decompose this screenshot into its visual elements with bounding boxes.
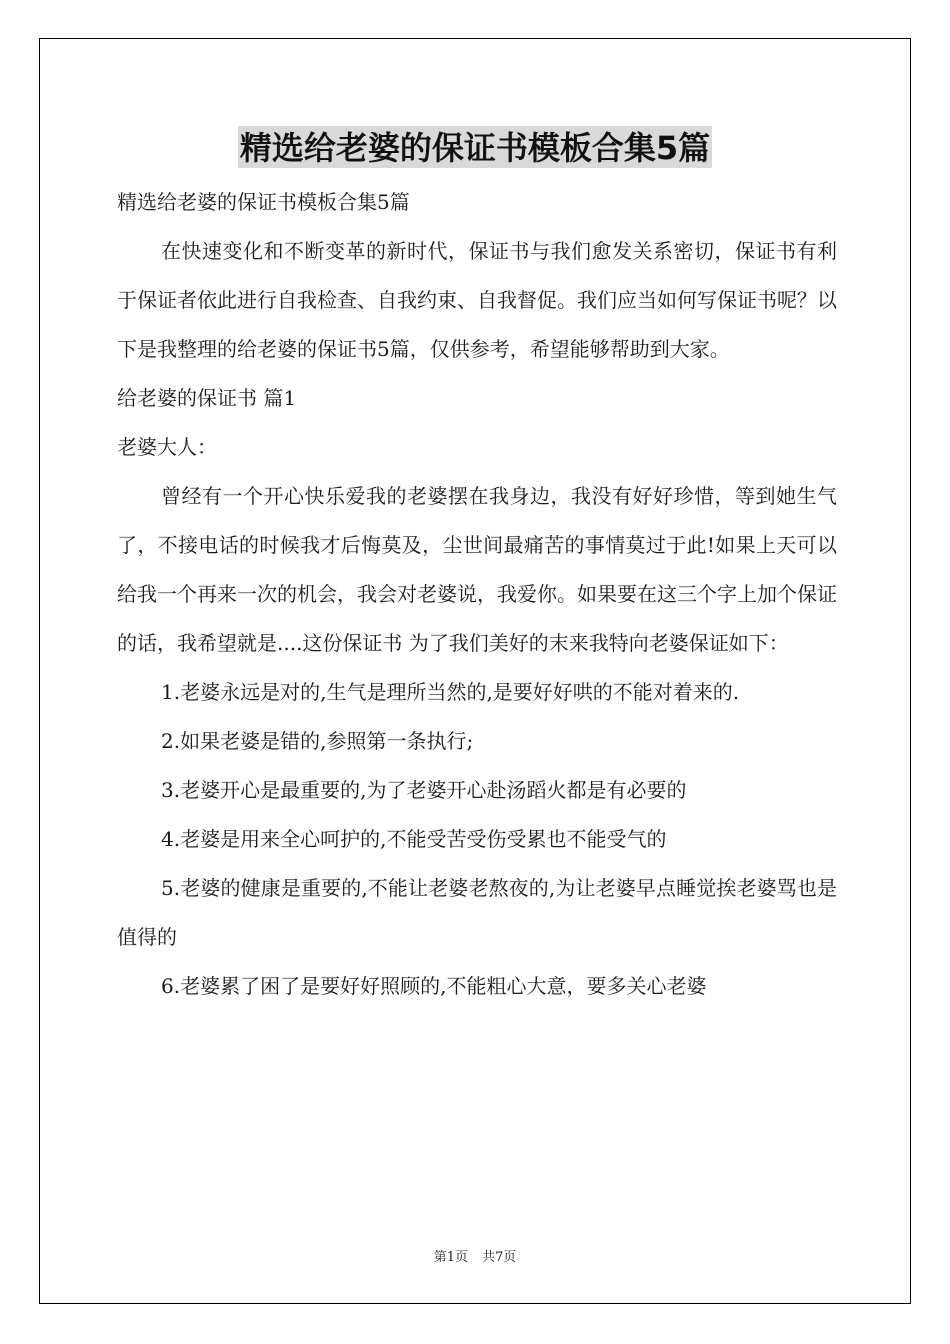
list-item-1: 1.老婆永远是对的,生气是理所当然的,是要好好哄的不能对着来的. <box>161 680 740 704</box>
list-item-3: 3.老婆开心是最重要的,为了老婆开心赴汤蹈火都是有必要的 <box>161 778 687 802</box>
page-footer <box>0 1246 950 1265</box>
paragraph-intro: 在快速变化和不断变革的新时代，保证书与我们愈发关系密切，保证书有利于保证者依此进行自我检查、自我约束、自我督促。我们应当如何写保证书呢？以下是我整理的给老婆的保证书5篇，仅供参考，希望能够帮助到大家。 <box>117 239 837 361</box>
document-title-wrap <box>0 126 950 168</box>
list-item-6: 6.老婆累了困了是要好好照顾的,不能粗心大意，要多关心老婆 <box>161 974 707 998</box>
list-item-4: 4.老婆是用来全心呵护的,不能受苦受伤受累也不能受气的 <box>161 827 667 851</box>
page-total: 共7页 <box>482 1250 517 1265</box>
page-number: 第1页 <box>433 1250 468 1265</box>
document-body <box>117 178 837 1011</box>
list-item-2: 2.如果老婆是错的,参照第一条执行; <box>161 729 474 753</box>
document-title: 精选给老婆的保证书模板合集5篇 <box>238 126 712 168</box>
list-item-5: 5.老婆的健康是重要的,不能让老婆老熬夜的,为让老婆早点睡觉挨老婆骂也是值得的 <box>117 876 837 949</box>
section-heading: 给老婆的保证书 篇1 <box>117 386 297 410</box>
paragraph-subtitle: 精选给老婆的保证书模板合集5篇 <box>117 190 410 214</box>
salutation: 老婆大人： <box>117 435 217 459</box>
paragraph-body: 曾经有一个开心快乐爱我的老婆摆在我身边，我没有好好珍惜，等到她生气了，不接电话的时候我才后悔莫及，尘世间最痛苦的事情莫过于此!如果上天可以给我一个再来一次的机会，我会对老婆说，我爱你。如果要在这三个字上加个保证的话，我希望就是....这份保证书 为了我们美好的末来我特向老婆保证如下： <box>117 484 837 655</box>
